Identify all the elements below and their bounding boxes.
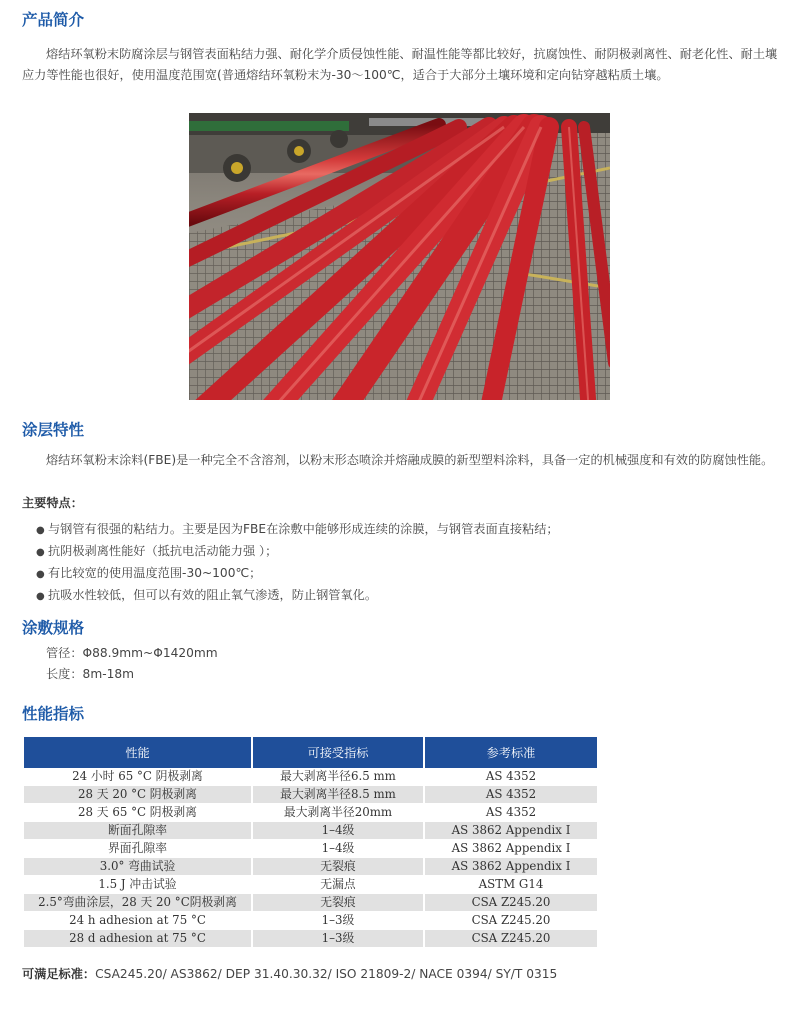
table-header-row (24, 737, 597, 768)
column-header: 可接受指标 (252, 737, 424, 768)
bullet-icon: ● (36, 591, 45, 602)
list-item (36, 518, 559, 540)
table-row (24, 876, 597, 894)
table-cell: 24 h adhesion at 75 °C (24, 912, 252, 930)
performance-title: 性能指标 (22, 705, 85, 723)
table-cell: AS 4352 (424, 804, 597, 822)
table-row (24, 822, 597, 840)
table-cell: 28 天 20 °C 阴极剥离 (24, 786, 252, 804)
features-label: 主要特点： (22, 496, 83, 510)
spec-length: 长度：8m-18m (46, 667, 134, 681)
table-cell: 2.5°弯曲涂层，28 天 20 °C阴极剥离 (24, 894, 252, 912)
list-item (36, 584, 559, 606)
intro-title: 产品简介 (22, 11, 85, 29)
features-list (36, 518, 559, 606)
table-row (24, 840, 597, 858)
table-cell: 无裂痕 (252, 858, 424, 876)
table-cell: 1–3级 (252, 912, 424, 930)
spec-diameter: 管径：Φ88.9mm~Φ1420mm (46, 646, 218, 660)
table-cell: 1–4级 (252, 840, 424, 858)
table-cell: 断面孔隙率 (24, 822, 252, 840)
table-cell: AS 4352 (424, 786, 597, 804)
feature-text: 抗吸水性较低，但可以有效的阻止氧气渗透，防止钢管氧化。 (48, 588, 378, 602)
column-header: 参考标准 (424, 737, 597, 768)
bullet-icon: ● (36, 525, 45, 536)
feature-text: 有比较宽的使用温度范围-30~100℃； (48, 566, 262, 580)
table-cell: 无漏点 (252, 876, 424, 894)
table-cell: CSA Z245.20 (424, 930, 597, 948)
spec-title: 涂敷规格 (22, 619, 85, 637)
table-row (24, 786, 597, 804)
table-row (24, 894, 597, 912)
table-cell: 1–4级 (252, 822, 424, 840)
feature-text: 与钢管有很强的粘结力。主要是因为FBE在涂敷中能够形成连续的涂膜，与钢管表面直接粘结； (48, 522, 559, 536)
table-cell: 1–3级 (252, 930, 424, 948)
table-cell: AS 4352 (424, 768, 597, 786)
intro-paragraph: 熔结环氧粉末防腐涂层与钢管表面粘结力强、耐化学介质侵蚀性能、耐温性能等都比较好，抗腐蚀性、耐阴极剥离性、耐老化性、耐土壤应力等性能也很好，使用温度范围宽(普通熔结环氧粉末为-30～100℃，适合于大部分土壤环境和定向钻穿越粘质土壤。 (22, 47, 778, 82)
table-row (24, 930, 597, 948)
table-row (24, 804, 597, 822)
table-cell: AS 3862 Appendix I (424, 858, 597, 876)
table-row (24, 768, 597, 786)
table-cell: 28 d adhesion at 75 °C (24, 930, 252, 948)
standards-text: CSA245.20/ AS3862/ DEP 31.40.30.32/ ISO 21809-2/ NACE 0394/ SY/T 0315 (95, 967, 558, 981)
table-cell: ASTM G14 (424, 876, 597, 894)
table-cell: CSA Z245.20 (424, 894, 597, 912)
list-item (36, 540, 559, 562)
coating-paragraph: 熔结环氧粉末涂料(FBE)是一种完全不含溶剂，以粉末形态喷涂并熔融成膜的新型塑料涂料，具备一定的机械强度和有效的防腐蚀性能。 (46, 453, 774, 467)
table-row (24, 858, 597, 876)
table-cell: CSA Z245.20 (424, 912, 597, 930)
column-header: 性能 (24, 737, 252, 768)
table-cell: 28 天 65 °C 阴极剥离 (24, 804, 252, 822)
bullet-icon: ● (36, 569, 45, 580)
table-cell: 最大剥离半径8.5 mm (252, 786, 424, 804)
table-cell: 无裂痕 (252, 894, 424, 912)
table-cell: 3.0° 弯曲试验 (24, 858, 252, 876)
table-cell: 最大剥离半径6.5 mm (252, 768, 424, 786)
table-row (24, 912, 597, 930)
standards-footer (22, 965, 557, 982)
list-item (36, 562, 559, 584)
table-cell: 界面孔隙率 (24, 840, 252, 858)
bullet-icon: ● (36, 547, 45, 558)
table-cell: 24 小时 65 °C 阴极剥离 (24, 768, 252, 786)
table-cell: 1.5 J 冲击试验 (24, 876, 252, 894)
table-cell: 最大剥离半径20mm (252, 804, 424, 822)
coating-title: 涂层特性 (22, 421, 85, 439)
performance-table (24, 737, 597, 948)
table-cell: AS 3862 Appendix I (424, 822, 597, 840)
table-cell: AS 3862 Appendix I (424, 840, 597, 858)
feature-text: 抗阴极剥离性能好（抵抗电活动能力强 ）； (48, 544, 278, 558)
standards-label: 可满足标准： (22, 967, 96, 981)
pipes-illustration (189, 113, 610, 400)
coated-pipes-photo (189, 113, 610, 400)
